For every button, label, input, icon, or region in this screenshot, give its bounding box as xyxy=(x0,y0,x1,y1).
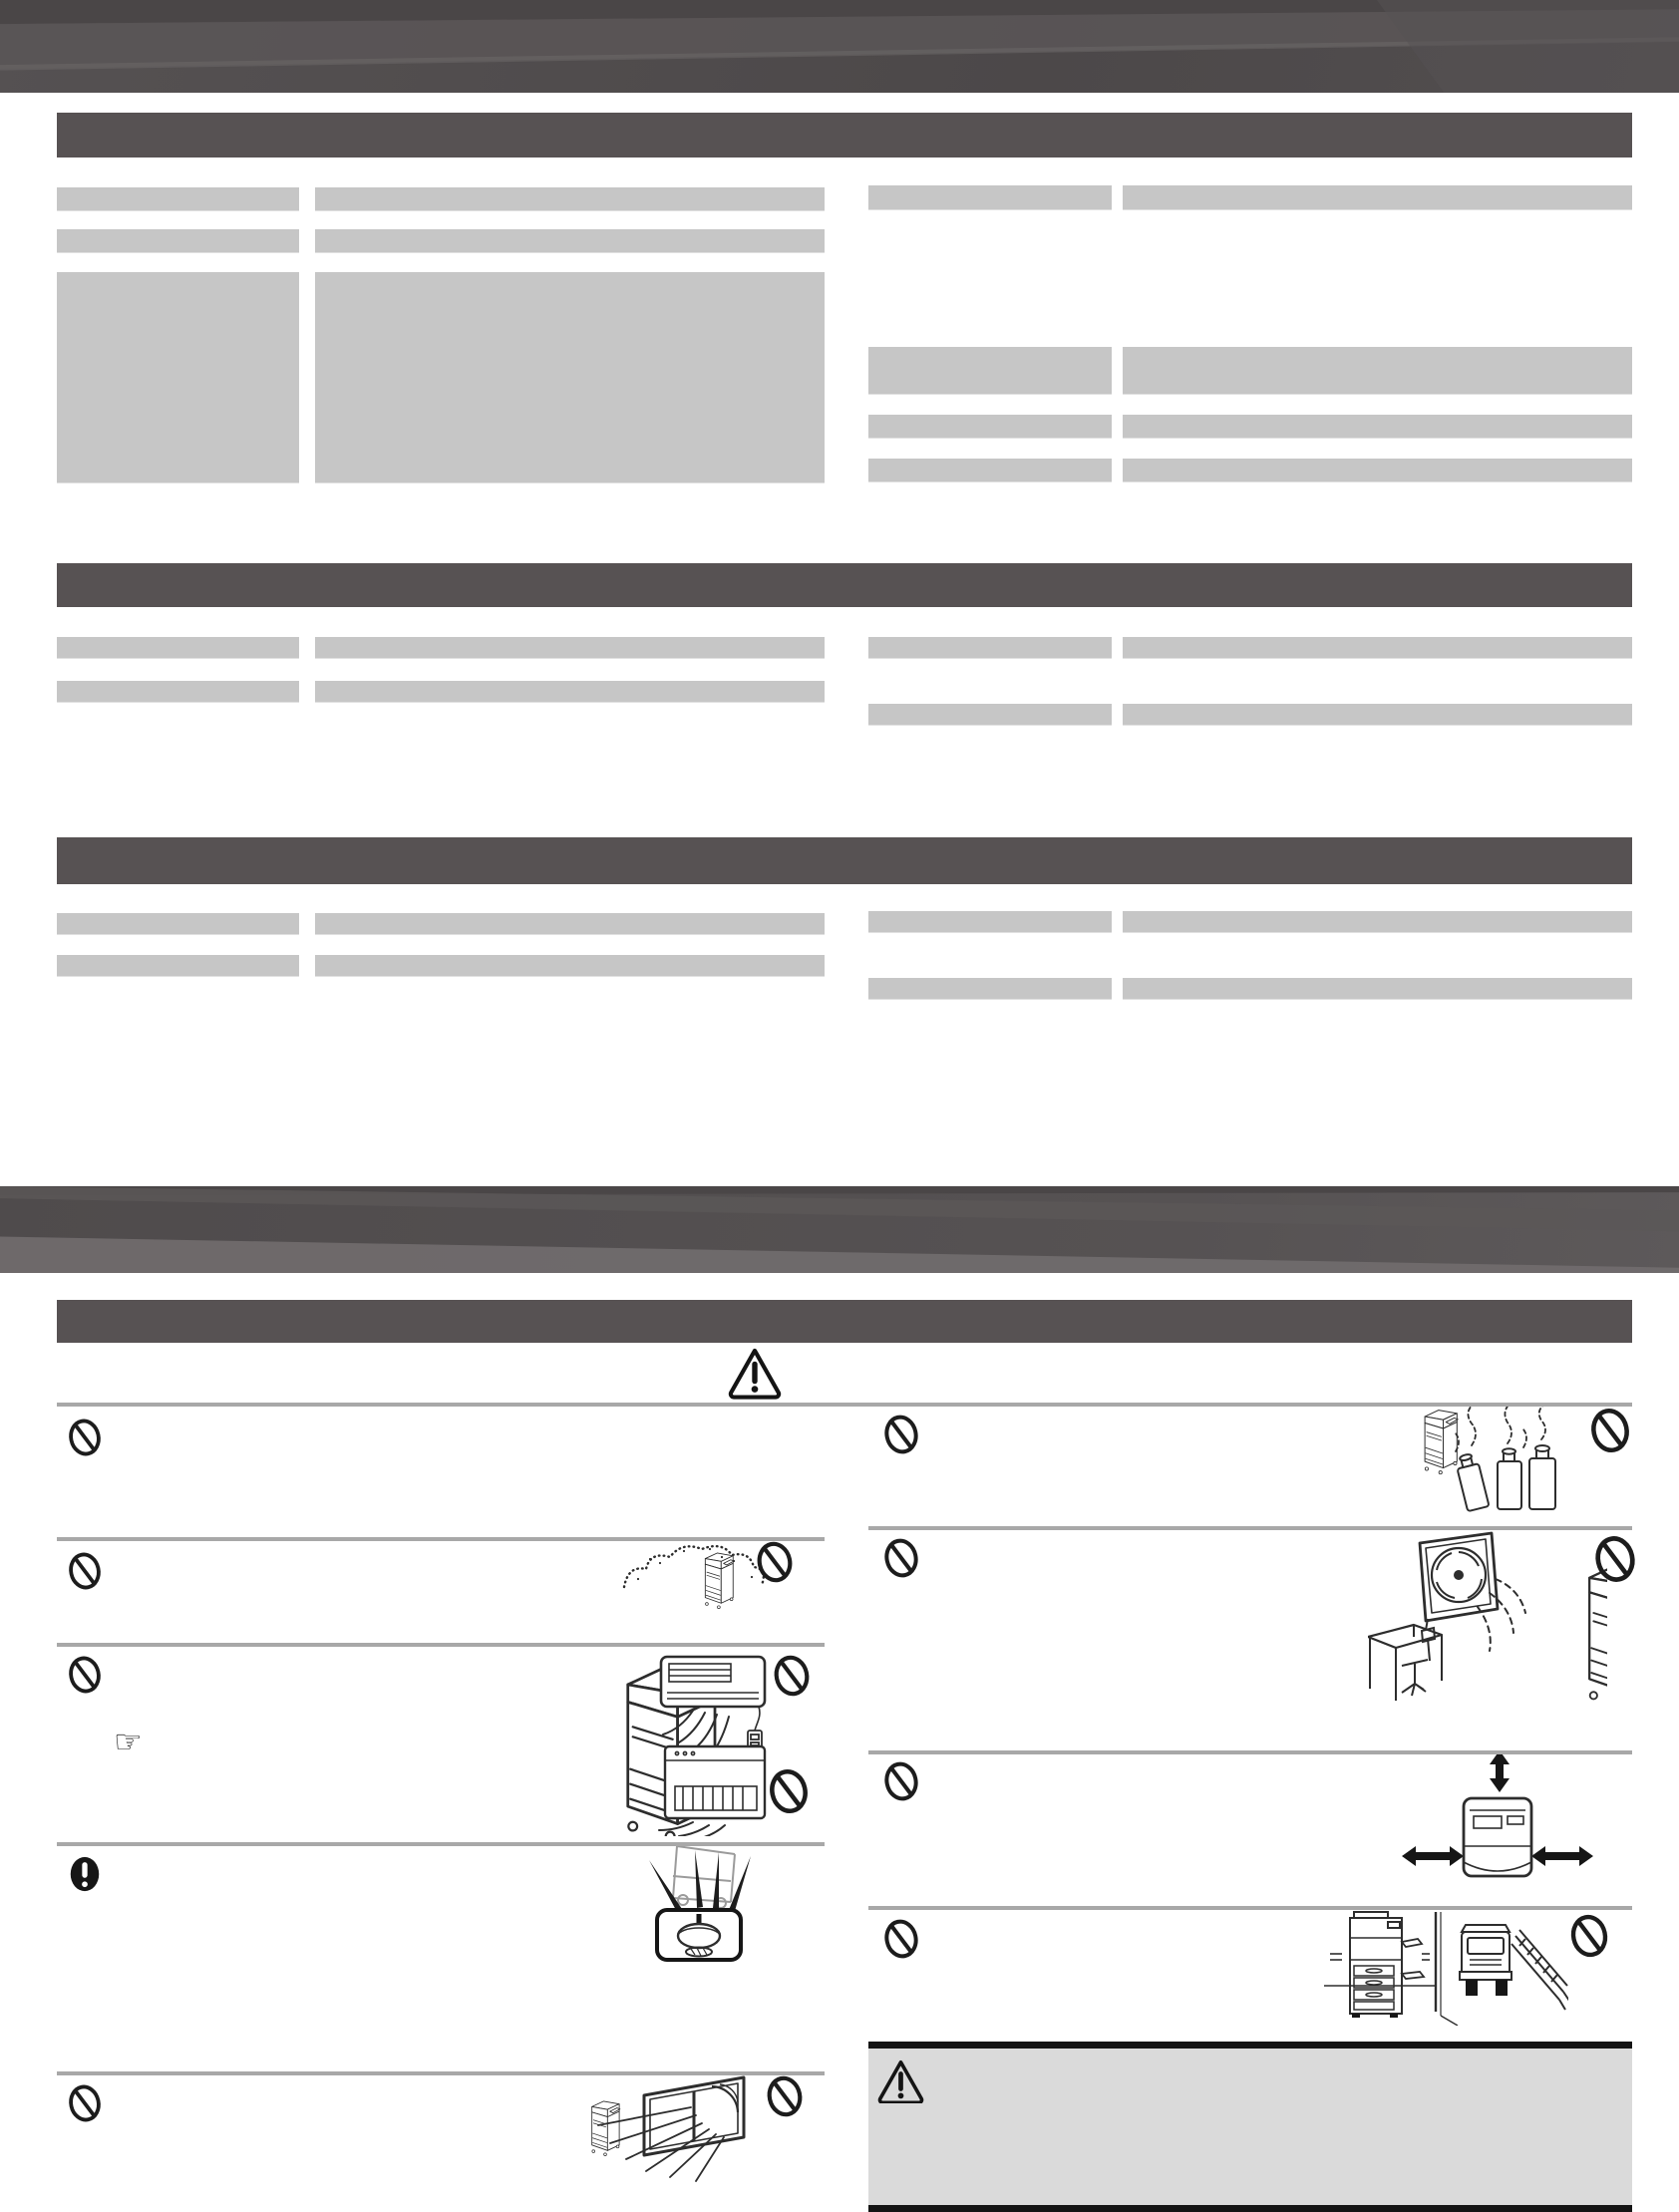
redacted-text-bar-value xyxy=(1123,185,1632,210)
warning-triangle-icon xyxy=(877,2059,924,2103)
redacted-text-bar-label xyxy=(57,187,299,211)
redacted-text-bar-label xyxy=(57,913,299,935)
no-sign-icon xyxy=(881,1536,921,1580)
no-sign-icon xyxy=(764,2073,806,2119)
separator-rule xyxy=(868,1526,1632,1530)
redacted-text-bar-value xyxy=(315,637,825,659)
no-sign-icon xyxy=(766,1766,812,1816)
separator-rule xyxy=(57,1842,825,1846)
separator-rule xyxy=(57,1643,825,1647)
redacted-text-bar-value xyxy=(315,681,825,703)
caution-section-header xyxy=(57,1300,1632,1343)
redacted-text-bar-value xyxy=(1123,637,1632,659)
no-sign-icon xyxy=(1591,1533,1639,1585)
redacted-text-bar-value xyxy=(1123,459,1632,482)
no-sign-icon xyxy=(1567,1912,1611,1960)
redacted-text-bar-label xyxy=(868,185,1112,210)
redacted-text-bar-value xyxy=(1123,911,1632,933)
safety-section-banner xyxy=(0,1186,1679,1273)
redacted-text-bar-value xyxy=(1123,347,1632,395)
no-sign-icon xyxy=(66,1654,104,1696)
no-sign-icon xyxy=(771,1653,813,1699)
no-sign-icon xyxy=(881,1759,921,1803)
spec-section-header-1 xyxy=(57,113,1632,158)
no-sign-icon xyxy=(754,1539,796,1585)
spec-section-header-3 xyxy=(57,837,1632,884)
redacted-text-bar-value xyxy=(315,272,825,483)
no-sign-icon xyxy=(1587,1406,1633,1455)
illustration-clearance-arrows xyxy=(1398,1750,1597,1900)
redacted-text-bar-label xyxy=(868,704,1112,726)
illustration-ventilation-fan-desk xyxy=(1368,1527,1607,1707)
redacted-text-bar-label xyxy=(57,955,299,977)
separator-rule xyxy=(57,1403,1632,1407)
redacted-text-bar-label xyxy=(57,272,299,483)
exclamation-circle-icon xyxy=(66,1853,104,1895)
redacted-text-bar-value xyxy=(315,913,825,935)
redacted-text-bar-label xyxy=(868,911,1112,933)
redacted-text-bar-label xyxy=(868,415,1112,439)
no-sign-icon xyxy=(881,1917,921,1961)
illustration-leveling-adjuster xyxy=(643,1846,755,1966)
redacted-text-bar-label xyxy=(57,229,299,253)
redacted-text-bar-value xyxy=(315,955,825,977)
redacted-text-bar-label xyxy=(868,459,1112,482)
illustration-wall-truck-stairs xyxy=(1324,1908,1568,2026)
redacted-text-bar-label xyxy=(57,637,299,659)
redacted-text-bar-value xyxy=(1123,978,1632,1000)
redacted-text-bar-label xyxy=(57,681,299,703)
no-sign-icon xyxy=(66,1417,104,1458)
no-sign-icon xyxy=(66,2082,104,2124)
redacted-text-bar-value xyxy=(315,187,825,211)
no-sign-icon xyxy=(881,1413,921,1456)
redacted-text-bar-label xyxy=(868,978,1112,1000)
caution-note-box xyxy=(868,2042,1632,2212)
warning-triangle-icon xyxy=(728,1345,782,1401)
redacted-text-bar-label xyxy=(868,637,1112,659)
redacted-text-bar-value xyxy=(315,229,825,253)
separator-rule xyxy=(868,1906,1632,1910)
separator-rule xyxy=(57,1537,825,1541)
illustration-toner-bottles xyxy=(1374,1404,1583,1518)
separator-rule xyxy=(57,2071,825,2075)
page-top-banner xyxy=(0,0,1679,93)
redacted-text-bar-value xyxy=(1123,704,1632,726)
redacted-text-bar-value xyxy=(1123,415,1632,439)
pointing-hand-icon: ☞ xyxy=(114,1723,143,1760)
spec-section-header-2 xyxy=(57,563,1632,607)
redacted-text-bar-label xyxy=(868,347,1112,395)
no-sign-icon xyxy=(66,1550,104,1592)
illustration-sunlight-window xyxy=(546,2071,751,2183)
illustration-air-conditioner-heater xyxy=(543,1647,778,1836)
separator-rule xyxy=(868,1750,1632,1754)
